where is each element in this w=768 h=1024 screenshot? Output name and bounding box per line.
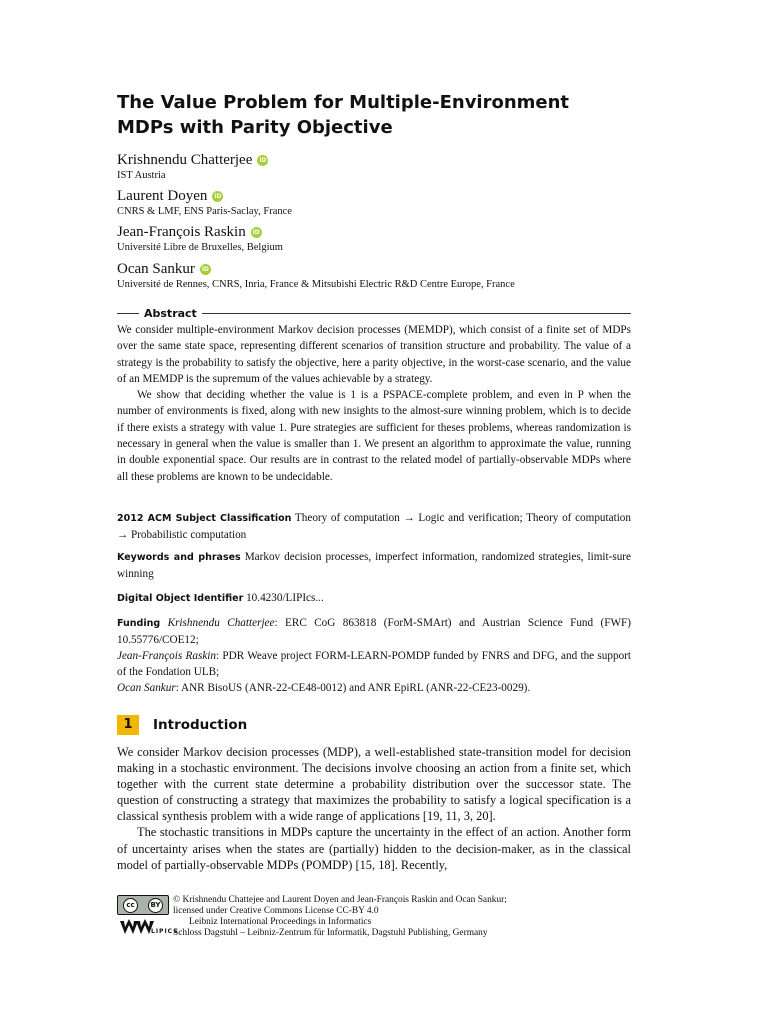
keywords-text: Markov decision processes, imperfect information, randomized strategies, limit-sure winning [117, 551, 631, 580]
author-name [117, 260, 211, 278]
keywords-label: Keywords and phrases [117, 552, 241, 563]
orcid-icon[interactable]: iD [201, 265, 209, 273]
funding-name: Jean-François Raskin [117, 650, 216, 662]
author-name-text: Laurent Doyen [117, 188, 208, 204]
abstract-paragraph: We consider multiple-environment Markov decision processes (MEMDP), which consist of a finite set of MDPs over the same state space, representing different scenarios of transition structure and probability. The value of a strategy is the probability to satisfy the objective, here a parity objective, in the worst-case scenario, and the value of an MEMDP is the supremum of the values achievable by a strategy. [117, 324, 631, 385]
author-affiliation: Université de Rennes, CNRS, Inria, France & Mitsubishi Electric R&D Centre Europe, France [117, 279, 515, 290]
funding [117, 615, 631, 696]
divider [202, 313, 631, 314]
author-name-text: Krishnendu Chatterjee [117, 152, 253, 168]
author-affiliation: CNRS & LMF, ENS Paris-Saclay, France [117, 206, 292, 217]
author-name [117, 223, 262, 241]
creative-commons-logo[interactable] [117, 895, 169, 915]
doi-link[interactable]: 10.4230/LIPIcs... [246, 592, 324, 604]
funding-name: Krishnendu Chatterjee [167, 617, 275, 629]
divider [117, 313, 139, 314]
acm-classification [117, 510, 631, 543]
funding-label: Funding [117, 618, 161, 629]
copyright-line: © Krishnendu Chattejee and Laurent Doyen and Jean-François Raskin and Ocan Sankur; [173, 895, 507, 905]
orcid-icon[interactable]: iD [252, 228, 260, 236]
author-affiliation: Université Libre de Bruxelles, Belgium [117, 242, 283, 253]
license-line[interactable]: licensed under Creative Commons License CC-BY 4.0 [173, 906, 379, 916]
cc-icon: cc [123, 898, 138, 913]
abstract-heading [117, 306, 631, 320]
page-footer [117, 895, 631, 943]
body-paragraph: The stochastic transitions in MDPs capture the uncertainty in the effect of an action. Another form of uncertainty arises when the states are (partially) hidden to the decision-maker, as in the classical model of partially-observable MDPs (POMDP) [15, 18]. Recently, [117, 825, 631, 872]
funding-text: : ANR BisoUS (ANR-22-CE48-0012) and ANR EpiRL (ANR-22-CE23-0029). [175, 682, 531, 694]
author-name [117, 151, 268, 169]
acm-text: Theory of computation → Logic and verification; Theory of computation → Probabilistic computation [117, 512, 631, 541]
orcid-icon[interactable]: iD [214, 192, 222, 200]
funding-entry [117, 648, 631, 680]
section-heading [117, 714, 247, 736]
author-affiliation: IST Austria [117, 170, 166, 181]
acm-label: 2012 ACM Subject Classification [117, 513, 292, 524]
author-name [117, 187, 223, 205]
funding-entry [117, 615, 631, 648]
section-body [117, 744, 631, 873]
author-name-text: Ocan Sankur [117, 261, 195, 277]
doi-label: Digital Object Identifier [117, 593, 244, 604]
lipics-label: LIPICS [151, 928, 179, 935]
funding-text: : PDR Weave project FORM-LEARN-POMDP funded by FNRS and DFG, and the support of the Fondation ULB; [117, 650, 631, 678]
footer-text [173, 895, 507, 939]
author-name-text: Jean-François Raskin [117, 224, 246, 240]
funding-name: Ocan Sankur [117, 682, 176, 694]
proceedings-line: Leibniz International Proceedings in Informatics [189, 917, 372, 927]
by-icon: BY [148, 898, 163, 913]
body-paragraph: We consider Markov decision processes (MDP), a well-established state-transition model for decision making in a stochastic environment. The decisions involve choosing an action from a finite set, which together with the current state determine a probability distribution over the successor state. The question of constructing a strategy that maximizes the probability to satisfy a logical specification is a classical synthesis problem with a wide range of applications [19, 11, 3, 20]. [117, 745, 631, 824]
abstract-body [117, 322, 631, 485]
keywords [117, 549, 631, 582]
doi [117, 590, 631, 607]
abstract-label: Abstract [144, 306, 197, 320]
abstract-paragraph: We show that deciding whether the value is 1 is a PSPACE-complete problem, and even in P when the number of environments is fixed, along with new insights to the almost-sure winning problem, which is to decide if there exists a strategy with value 1. Pure strategies are sufficient for theses problems, whereas randomization is necessary in general when the value is smaller than 1. We present an algorithm to approximate the value, running in double exponential space. Our results are in contrast to the related model of partially-observable MDPs where all these problems are known to be undecidable. [117, 389, 631, 483]
section-title: Introduction [153, 717, 248, 733]
section-number: 1 [117, 715, 139, 735]
publisher-line: Schloss Dagstuhl – Leibniz-Zentrum für Informatik, Dagstuhl Publishing, Germany [173, 928, 488, 938]
paper-title: The Value Problem for Multiple-Environment MDPs with Parity Objective [117, 92, 570, 138]
funding-text: : ERC CoG 863818 (ForM-SMArt) and Austrian Science Fund (FWF) 10.55776/COE12; [117, 617, 632, 646]
orcid-icon[interactable]: iD [259, 156, 267, 164]
funding-entry [117, 680, 631, 696]
